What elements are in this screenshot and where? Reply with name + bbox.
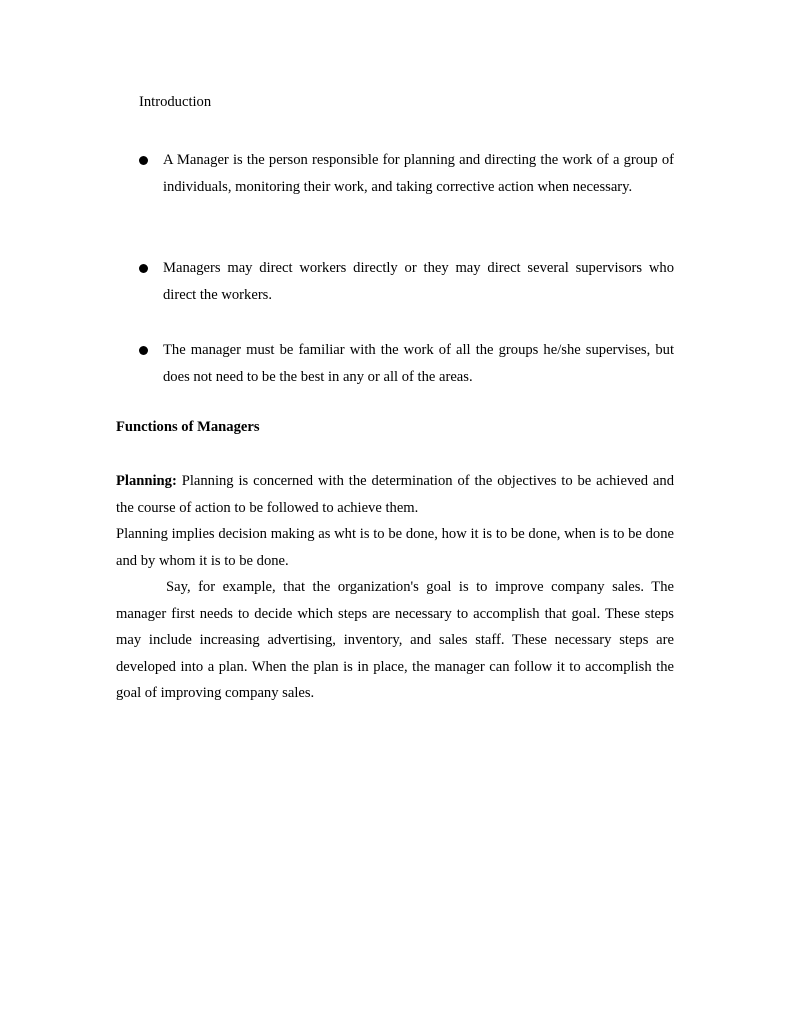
- planning-section: [116, 468, 674, 707]
- bullet-text: A Manager is the person responsible for planning and directing the work of a group of individuals, monitoring their work, and taking corrective action when necessary.: [163, 152, 674, 195]
- bullet-dot-icon: [139, 156, 148, 165]
- bullet-text: The manager must be familiar with the work of all the groups he/she supervises, but does not need to be the best in any or all of the areas.: [163, 342, 674, 385]
- planning-example: Say, for example, that the organization's goal is to improve company sales. The manager first needs to decide which steps are necessary to accomplish that goal. These steps may include increasing advertising, inventory, and sales staff. These necessary steps are developed into a plan. When the plan is in place, the manager can follow it to accomplish the goal of improving company sales.: [116, 579, 674, 701]
- intro-title: Introduction: [139, 94, 212, 110]
- bullet-text: Managers may direct workers directly or they may direct several supervisors who direct the workers.: [163, 260, 674, 303]
- bullet-dot-icon: [139, 264, 148, 273]
- bullet-dot-icon: [139, 346, 148, 355]
- planning-definition-text: Planning is concerned with the determination of the objectives to be achieved and the course of action to be followed to achieve them.: [116, 473, 674, 516]
- planning-label: Planning:: [116, 473, 177, 489]
- planning-implication: Planning implies decision making as wht is to be done, how it is to be done, when is to be done and by whom it is to be done.: [116, 526, 674, 569]
- section-heading: Functions of Managers: [116, 419, 260, 435]
- planning-definition: [116, 468, 674, 521]
